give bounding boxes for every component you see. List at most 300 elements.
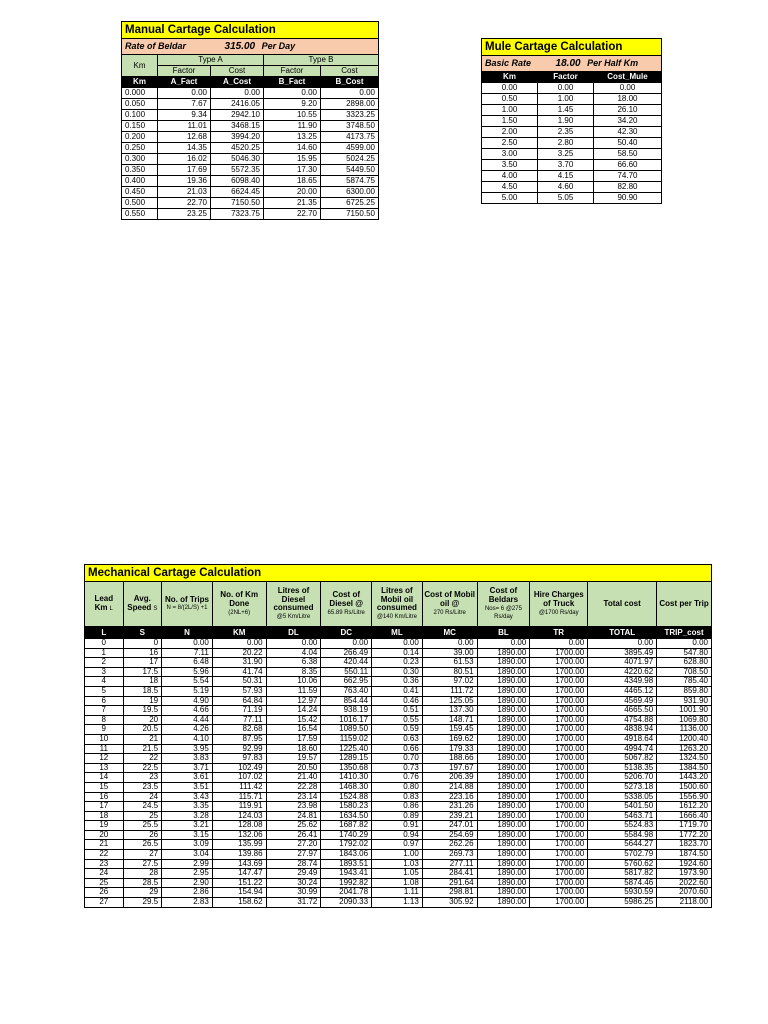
table-cell: 27.5 (123, 859, 162, 869)
table-cell: 1890.00 (477, 734, 530, 744)
table-row (482, 116, 662, 127)
mule-title: Mule Cartage Calculation (482, 39, 662, 56)
table-cell: 132.06 (212, 830, 266, 840)
table-cell: 1890.00 (477, 830, 530, 840)
table-cell: 3.70 (538, 160, 594, 171)
table-cell: 0.00 (477, 639, 530, 649)
table-cell: 854.44 (321, 696, 372, 706)
manual-code-header: A_Cost (211, 77, 264, 88)
manual-b-cost-header: Cost (321, 66, 379, 77)
table-cell: 13 (85, 763, 124, 773)
table-cell: 0.200 (122, 132, 158, 143)
table-cell: 1890.00 (477, 715, 530, 725)
table-cell: 1700.00 (530, 850, 588, 860)
table-cell: 0.86 (372, 802, 423, 812)
table-cell: 5874.75 (321, 176, 379, 187)
mech-column-header (266, 582, 321, 627)
mech-column-header (372, 582, 423, 627)
table-cell: 5644.27 (588, 840, 657, 850)
table-cell: 4220.62 (588, 667, 657, 677)
table-cell: 16 (123, 648, 162, 658)
table-cell: 22.70 (264, 209, 321, 220)
mule-code-header: Km (482, 72, 538, 83)
table-cell: 1700.00 (530, 686, 588, 696)
mech-header-sub: @140 Km/Litre (376, 613, 417, 620)
mech-column-header (657, 582, 712, 627)
table-row (85, 734, 712, 744)
table-cell: 5584.98 (588, 830, 657, 840)
table-cell: 0.91 (372, 821, 423, 831)
table-cell: 1468.30 (321, 782, 372, 792)
mech-header-sub: @5 Km/Litre (276, 613, 311, 620)
table-cell: 7150.50 (321, 209, 379, 220)
mech-header-main: Lead Km (94, 593, 114, 612)
table-cell: 1890.00 (477, 744, 530, 754)
table-row (482, 138, 662, 149)
table-cell: 1700.00 (530, 667, 588, 677)
table-row (85, 898, 712, 908)
table-cell: 18 (85, 811, 124, 821)
table-row (85, 821, 712, 831)
table-cell: 119.91 (212, 802, 266, 812)
table-row (122, 187, 379, 198)
mech-column-header (123, 582, 162, 627)
mule-rate-value: 18.00 (555, 58, 581, 69)
table-cell: 628.80 (657, 658, 712, 668)
table-row (85, 744, 712, 754)
table-row (122, 110, 379, 121)
table-cell: 17 (85, 802, 124, 812)
table-cell: 4599.00 (321, 143, 379, 154)
table-cell: 22.70 (158, 198, 211, 209)
table-cell: 0.00 (211, 88, 264, 99)
table-cell: 1943.41 (321, 869, 372, 879)
table-cell: 17.5 (123, 667, 162, 677)
table-cell: 1890.00 (477, 888, 530, 898)
table-cell: 7.67 (158, 99, 211, 110)
table-cell: 247.01 (422, 821, 477, 831)
table-cell: 1700.00 (530, 773, 588, 783)
table-cell: 2416.05 (211, 99, 264, 110)
table-cell: 17 (123, 658, 162, 668)
table-cell: 0.00 (657, 639, 712, 649)
table-cell: 1772.20 (657, 830, 712, 840)
table-cell: 25 (123, 811, 162, 821)
table-cell: 1443.20 (657, 773, 712, 783)
table-cell: 5.00 (482, 193, 538, 204)
table-cell: 18.60 (266, 744, 321, 754)
table-cell: 1700.00 (530, 898, 588, 908)
table-cell: 1890.00 (477, 754, 530, 764)
table-cell: 5273.18 (588, 782, 657, 792)
mech-code-header: TR (530, 627, 588, 639)
mech-header-main: Cost of Beldars (488, 586, 519, 604)
table-cell: 10 (85, 734, 124, 744)
table-cell: 0.36 (372, 677, 423, 687)
table-cell: 1687.82 (321, 821, 372, 831)
table-cell: 158.62 (212, 898, 266, 908)
table-row (85, 763, 712, 773)
table-cell: 19.5 (123, 706, 162, 716)
table-cell: 128.08 (212, 821, 266, 831)
table-cell: 57.93 (212, 686, 266, 696)
table-cell: 3.21 (162, 821, 213, 831)
table-cell: 148.71 (422, 715, 477, 725)
table-cell: 22.28 (266, 782, 321, 792)
table-cell: 22 (123, 754, 162, 764)
table-cell: 1700.00 (530, 744, 588, 754)
table-row (482, 94, 662, 105)
manual-title: Manual Cartage Calculation (122, 22, 379, 39)
table-cell: 97.02 (422, 677, 477, 687)
table-cell: 3.00 (482, 149, 538, 160)
table-cell: 0.00 (530, 639, 588, 649)
table-cell: 159.45 (422, 725, 477, 735)
table-cell: 17.69 (158, 165, 211, 176)
manual-rate-unit: Per Day (261, 41, 296, 51)
table-cell: 23.98 (266, 802, 321, 812)
table-cell: 21 (85, 840, 124, 850)
table-cell: 42.30 (594, 127, 662, 138)
manual-rate-value: 315.00 (224, 41, 256, 52)
table-cell: 1700.00 (530, 782, 588, 792)
table-cell: 1.50 (482, 116, 538, 127)
table-cell: 9.20 (264, 99, 321, 110)
table-cell: 0.00 (372, 639, 423, 649)
table-row (85, 878, 712, 888)
table-cell: 26.41 (266, 830, 321, 840)
table-cell: 71.19 (212, 706, 266, 716)
table-cell: 0.00 (538, 83, 594, 94)
table-cell: 1700.00 (530, 754, 588, 764)
table-cell: 139.86 (212, 850, 266, 860)
mech-column-header (422, 582, 477, 627)
table-cell: 20 (85, 830, 124, 840)
table-cell: 0.66 (372, 744, 423, 754)
table-cell: 0.50 (482, 94, 538, 105)
table-row (85, 686, 712, 696)
table-cell: 4665.50 (588, 706, 657, 716)
manual-code-header: B_Cost (321, 77, 379, 88)
mech-column-header (85, 582, 124, 627)
table-row (85, 782, 712, 792)
table-row (85, 706, 712, 716)
mech-header-sub: (2NL+6) (228, 609, 251, 616)
mech-header-main: Cost of Diesel @ (329, 590, 364, 608)
table-cell: 1500.60 (657, 782, 712, 792)
table-cell: 12 (85, 754, 124, 764)
table-cell: 0.63 (372, 734, 423, 744)
table-cell: 0.30 (372, 667, 423, 677)
table-cell: 2.83 (162, 898, 213, 908)
table-cell: 0.00 (321, 639, 372, 649)
table-row (482, 149, 662, 160)
table-cell: 5338.05 (588, 792, 657, 802)
table-cell: 1524.88 (321, 792, 372, 802)
table-cell: 1890.00 (477, 782, 530, 792)
table-cell: 0.150 (122, 121, 158, 132)
mech-code-header: KM (212, 627, 266, 639)
table-row (122, 176, 379, 187)
table-cell: 2942.10 (211, 110, 264, 121)
table-cell: 2.50 (482, 138, 538, 149)
table-cell: 5572.35 (211, 165, 264, 176)
table-cell: 124.03 (212, 811, 266, 821)
table-cell: 111.42 (212, 782, 266, 792)
table-cell: 21.03 (158, 187, 211, 198)
mech-column-header (321, 582, 372, 627)
mech-code-header: L (85, 627, 124, 639)
table-cell: 20.5 (123, 725, 162, 735)
table-row (122, 165, 379, 176)
table-cell: 1890.00 (477, 696, 530, 706)
table-cell: 80.51 (422, 667, 477, 677)
table-cell: 29.49 (266, 869, 321, 879)
table-cell: 0.00 (588, 639, 657, 649)
table-cell: 2.90 (162, 878, 213, 888)
mule-cartage-table (481, 38, 662, 204)
table-cell: 4.60 (538, 182, 594, 193)
table-cell: 0.250 (122, 143, 158, 154)
table-cell: 4.50 (482, 182, 538, 193)
table-cell: 2118.00 (657, 898, 712, 908)
table-row (122, 132, 379, 143)
table-cell: 0.000 (122, 88, 158, 99)
table-cell: 5449.50 (321, 165, 379, 176)
table-cell: 2070.60 (657, 888, 712, 898)
table-cell: 1016.17 (321, 715, 372, 725)
table-cell: 7.11 (162, 648, 213, 658)
mech-header-sub: 270 Rs/Litre (433, 609, 466, 616)
table-cell: 1924.60 (657, 859, 712, 869)
table-cell: 1700.00 (530, 821, 588, 831)
table-cell: 4.15 (538, 171, 594, 182)
table-row (482, 171, 662, 182)
table-cell: 1580.23 (321, 802, 372, 812)
table-cell: 1700.00 (530, 715, 588, 725)
table-cell: 6300.00 (321, 187, 379, 198)
table-cell: 0.00 (212, 639, 266, 649)
table-cell: 0.00 (158, 88, 211, 99)
table-cell: 662.95 (321, 677, 372, 687)
table-cell: 5874.46 (588, 878, 657, 888)
manual-rate-row (122, 39, 379, 55)
table-cell: 1740.29 (321, 830, 372, 840)
table-cell: 291.64 (422, 878, 477, 888)
table-cell: 3.15 (162, 830, 213, 840)
table-cell: 2.80 (538, 138, 594, 149)
table-cell: 6.38 (266, 658, 321, 668)
table-cell: 3.09 (162, 840, 213, 850)
table-cell: 24.81 (266, 811, 321, 821)
table-cell: 0.76 (372, 773, 423, 783)
table-cell: 206.39 (422, 773, 477, 783)
table-cell: 0.89 (372, 811, 423, 821)
table-cell: 29.5 (123, 898, 162, 908)
mech-header-sub: L (109, 605, 113, 612)
table-cell: 4754.88 (588, 715, 657, 725)
table-cell: 0.70 (372, 754, 423, 764)
table-row (85, 658, 712, 668)
mech-header-main: No. of Km Done (220, 590, 259, 608)
table-cell: 1700.00 (530, 792, 588, 802)
table-cell: 0.80 (372, 782, 423, 792)
table-cell: 0.51 (372, 706, 423, 716)
table-cell: 3.35 (162, 802, 213, 812)
table-cell: 1.00 (372, 850, 423, 860)
manual-type-a: Type A (158, 55, 264, 66)
table-cell: 25.5 (123, 821, 162, 831)
table-cell: 2 (85, 658, 124, 668)
table-cell: 30.99 (266, 888, 321, 898)
table-cell: 1200.40 (657, 734, 712, 744)
table-row (122, 143, 379, 154)
table-cell: 27.97 (266, 850, 321, 860)
table-cell: 115.71 (212, 792, 266, 802)
table-cell: 29 (123, 888, 162, 898)
mech-code-header: TOTAL (588, 627, 657, 639)
table-row (122, 198, 379, 209)
mech-code-header: ML (372, 627, 423, 639)
table-cell: 125.05 (422, 696, 477, 706)
table-cell: 5 (85, 686, 124, 696)
mech-header-main: No. of Trips (164, 594, 209, 604)
table-cell: 1 (85, 648, 124, 658)
table-cell: 1890.00 (477, 792, 530, 802)
table-cell: 1890.00 (477, 859, 530, 869)
table-cell: 5.54 (162, 677, 213, 687)
table-row (85, 773, 712, 783)
table-cell: 14.60 (264, 143, 321, 154)
table-cell: 2.99 (162, 859, 213, 869)
table-cell: 90.90 (594, 193, 662, 204)
table-cell: 0.00 (482, 83, 538, 94)
table-cell: 3323.25 (321, 110, 379, 121)
table-cell: 1001.90 (657, 706, 712, 716)
table-cell: 1843.06 (321, 850, 372, 860)
table-cell: 5067.82 (588, 754, 657, 764)
table-cell: 12.68 (158, 132, 211, 143)
table-cell: 1700.00 (530, 658, 588, 668)
table-cell: 1700.00 (530, 878, 588, 888)
table-cell: 3.04 (162, 850, 213, 860)
table-cell: 147.47 (212, 869, 266, 879)
mech-header-main: Cost per Trip (659, 598, 709, 608)
table-cell: 188.66 (422, 754, 477, 764)
table-cell: 20 (123, 715, 162, 725)
table-cell: 61.53 (422, 658, 477, 668)
table-cell: 9 (85, 725, 124, 735)
table-cell: 0.00 (266, 639, 321, 649)
table-cell: 82.80 (594, 182, 662, 193)
table-cell: 22.5 (123, 763, 162, 773)
table-cell: 1089.50 (321, 725, 372, 735)
table-cell: 87.95 (212, 734, 266, 744)
table-cell: 1.03 (372, 859, 423, 869)
table-cell: 8.35 (266, 667, 321, 677)
table-row (122, 121, 379, 132)
table-cell: 1700.00 (530, 888, 588, 898)
table-cell: 12.97 (266, 696, 321, 706)
table-cell: 20.00 (264, 187, 321, 198)
table-cell: 97.83 (212, 754, 266, 764)
mech-column-header (477, 582, 530, 627)
table-cell: 931.90 (657, 696, 712, 706)
table-row (482, 182, 662, 193)
table-cell: 41.74 (212, 667, 266, 677)
table-row (85, 811, 712, 821)
table-cell: 14.35 (158, 143, 211, 154)
table-cell: 859.80 (657, 686, 712, 696)
table-cell: 18 (123, 677, 162, 687)
table-cell: 3.43 (162, 792, 213, 802)
table-cell: 5.96 (162, 667, 213, 677)
table-cell: 15 (85, 782, 124, 792)
table-cell: 1890.00 (477, 773, 530, 783)
table-cell: 298.81 (422, 888, 477, 898)
table-cell: 0.450 (122, 187, 158, 198)
table-cell: 9.34 (158, 110, 211, 121)
table-cell: 197.67 (422, 763, 477, 773)
table-cell: 277.11 (422, 859, 477, 869)
table-cell: 8 (85, 715, 124, 725)
table-cell: 3.95 (162, 744, 213, 754)
table-cell: 214.88 (422, 782, 477, 792)
table-row (85, 754, 712, 764)
table-cell: 3748.50 (321, 121, 379, 132)
table-cell: 5024.25 (321, 154, 379, 165)
table-cell: 254.69 (422, 830, 477, 840)
table-cell: 50.31 (212, 677, 266, 687)
table-cell: 1890.00 (477, 898, 530, 908)
table-cell: 1612.20 (657, 802, 712, 812)
table-cell: 19.57 (266, 754, 321, 764)
mechanical-cartage-table (84, 564, 712, 908)
table-cell: 5138.35 (588, 763, 657, 773)
table-cell: 0.00 (162, 639, 213, 649)
table-cell: 21.35 (264, 198, 321, 209)
table-cell: 0.00 (422, 639, 477, 649)
table-cell: 0.500 (122, 198, 158, 209)
table-row (85, 667, 712, 677)
mech-code-header: BL (477, 627, 530, 639)
table-row (85, 715, 712, 725)
table-cell: 5046.30 (211, 154, 264, 165)
table-cell: 1324.50 (657, 754, 712, 764)
table-cell: 1069.80 (657, 715, 712, 725)
mech-header-main: Avg. Speed (127, 593, 152, 612)
table-row (122, 88, 379, 99)
table-cell: 1384.50 (657, 763, 712, 773)
table-cell: 1890.00 (477, 869, 530, 879)
table-cell: 1890.00 (477, 667, 530, 677)
table-cell: 7323.75 (211, 209, 264, 220)
table-cell: 4.44 (162, 715, 213, 725)
table-cell: 4569.49 (588, 696, 657, 706)
table-cell: 5401.50 (588, 802, 657, 812)
table-cell: 6098.40 (211, 176, 264, 187)
mech-column-header (162, 582, 213, 627)
table-cell: 3.28 (162, 811, 213, 821)
mule-rate-unit: Per Half Km (587, 58, 639, 68)
table-cell: 0 (85, 639, 124, 649)
table-cell: 5463.71 (588, 811, 657, 821)
table-cell: 143.69 (212, 859, 266, 869)
table-cell: 0.350 (122, 165, 158, 176)
table-cell: 2.00 (482, 127, 538, 138)
table-cell: 0.00 (264, 88, 321, 99)
table-cell: 28.5 (123, 878, 162, 888)
